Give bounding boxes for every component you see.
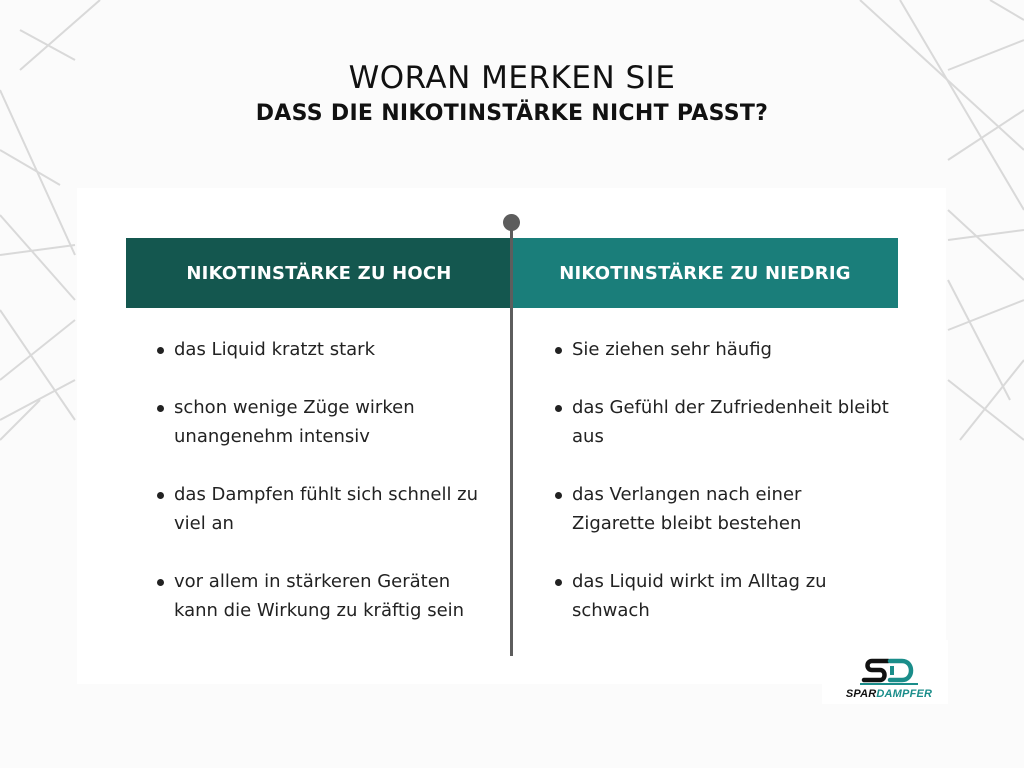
list-item: das Gefühl der Zufriedenheit bleibt aus	[550, 393, 890, 451]
list-too-high	[152, 335, 492, 654]
brand-logo-text	[844, 688, 934, 700]
sd-logo-icon	[858, 656, 922, 688]
logo-text-dampfer: DAMPFER	[876, 688, 933, 700]
list-too-low	[550, 335, 890, 654]
logo-text-spar: SPAR	[845, 688, 877, 700]
list-item: das Dampfen fühlt sich schnell zu viel an	[152, 480, 492, 538]
list-item: Sie ziehen sehr häufig	[550, 335, 890, 364]
list-item: das Verlangen nach einer Zigarette bleibt bestehen	[550, 480, 890, 538]
column-divider	[510, 224, 513, 656]
list-item: das Liquid wirkt im Alltag zu schwach	[550, 567, 890, 625]
header-too-high: NIKOTINSTÄRKE ZU HOCH	[126, 238, 512, 308]
page-subtitle: DASS DIE NIKOTINSTÄRKE NICHT PASST?	[255, 101, 769, 126]
page-title: WORAN MERKEN SIE	[348, 60, 676, 96]
header-too-low: NIKOTINSTÄRKE ZU NIEDRIG	[512, 238, 898, 308]
list-item: schon wenige Züge wirken unangenehm intensiv	[152, 393, 492, 451]
list-item: das Liquid kratzt stark	[152, 335, 492, 364]
list-item: vor allem in stärkeren Geräten kann die Wirkung zu kräftig sein	[152, 567, 492, 625]
divider-dot-icon	[503, 214, 520, 231]
